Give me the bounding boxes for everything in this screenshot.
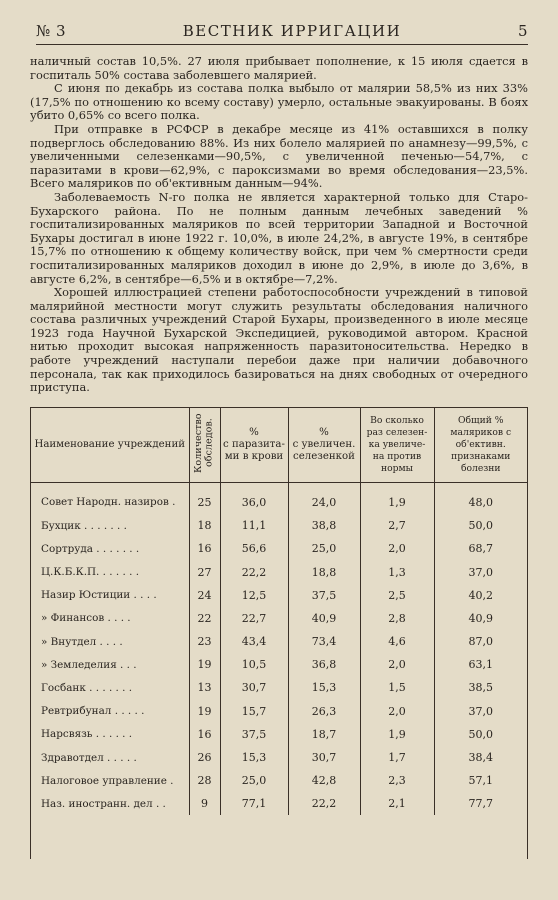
cell-name: Здравотдел . . . . . [31, 746, 189, 769]
cell-spleen: 18,8 [288, 560, 360, 583]
cell-parasites: 15,7 [220, 700, 288, 723]
cell-parasites: 11,1 [220, 514, 288, 537]
paragraph: наличный состав 10,5%. 27 июля прибывает пополнение, к 15 июля сдается в госпиталь 50% состава заболевшего малярией. [30, 54, 528, 82]
cell-parasites: 56,6 [220, 537, 288, 560]
cell-spleen: 73,4 [288, 630, 360, 653]
cell-total: 37,0 [468, 704, 493, 718]
paragraph: Хорошей иллюстрацией степени работоспособности учреждений в типовой малярийной местности могут служить результаты обследования наличного состава различных учреждений Старой Бухары, произведенного в июле месяце 1923 года Научной Бухарской Экспедицией, руководимой автором. Красной нитью проходит высокая напряженность паразитоносительства. Нередко в работе учреждений наступали перебои даже при наличии добавочного персонала, так как приходилось базироваться на днях свободных от очередного приступа. [30, 285, 528, 395]
cell-name: Ревтрибунал . . . . . [31, 700, 189, 723]
table-row [31, 584, 527, 607]
cell-name: Совет Народн. назиров . [31, 491, 189, 514]
cell-times: 2,0 [360, 537, 434, 560]
cell-parasites: 36,0 [220, 491, 288, 514]
cell-total: 48,0 [468, 495, 493, 509]
cell-spleen: 38,8 [288, 514, 360, 537]
table-spacer [31, 482, 527, 491]
running-head [36, 22, 528, 45]
cell-parasites: 37,5 [220, 723, 288, 746]
cell-name: Нарсвязь . . . . . . [31, 723, 189, 746]
cell-total: 37,0 [468, 565, 493, 579]
cell-total: 77,7 [468, 797, 493, 811]
cell-count: 23 [189, 630, 220, 653]
cell-parasites: 22,7 [220, 607, 288, 630]
cell-name: Наз. иностранн. дел . . [31, 792, 189, 815]
table-row [31, 676, 527, 699]
table-row [31, 792, 527, 815]
table-row [31, 630, 527, 653]
table-header-row [31, 408, 527, 483]
cell-spleen: 37,5 [288, 584, 360, 607]
header-total: Общий % маляриков с об'ективн. признаками болезни [434, 408, 527, 483]
cell-count: 19 [189, 700, 220, 723]
cell-spleen: 30,7 [288, 746, 360, 769]
issue-number: № 3 [36, 22, 67, 40]
paragraph: При отправке в РСФСР в декабре месяце из 41% оставшихся в полку подверглось обследованию 88%. Из них болело малярией по анамнезу—99,5%, с увеличенными селезенками—90,5%, с увеличенной печенью—54,7%, с паразитами в крови—62,9%, с пароксизмами во время обследования—23,5%. Всего маляриков по об'ективным данным—94%. [30, 121, 528, 191]
cell-spleen: 42,8 [288, 769, 360, 792]
cell-times: 2,8 [360, 607, 434, 630]
cell-total: 38,4 [468, 751, 493, 764]
cell-spleen: 40,9 [288, 607, 360, 630]
cell-total: 40,2 [468, 588, 493, 602]
cell-name: Госбанк . . . . . . . [31, 676, 189, 699]
cell-parasites: 25,0 [220, 769, 288, 792]
header-spleen: % с увеличен. селезенкой [288, 408, 360, 483]
cell-count: 19 [189, 653, 220, 676]
cell-parasites: 30,7 [220, 676, 288, 699]
cell-name: Бухцик . . . . . . . [31, 514, 189, 537]
cell-spleen: 26,3 [288, 700, 360, 723]
table-row [31, 607, 527, 630]
cell-times: 2,1 [360, 792, 434, 815]
article-body [30, 55, 528, 395]
cell-times: 2,5 [360, 584, 434, 607]
cell-spleen: 22,2 [288, 792, 360, 815]
cell-spleen: 18,7 [288, 723, 360, 746]
table-row [31, 746, 527, 769]
cell-total: 63,1 [468, 658, 493, 672]
table-row [31, 514, 527, 537]
cell-count: 28 [189, 769, 220, 792]
cell-total: 38,5 [468, 681, 493, 695]
cell-name: Сортруда . . . . . . . [31, 537, 189, 560]
cell-times: 1,3 [360, 560, 434, 583]
cell-spleen: 15,3 [288, 676, 360, 699]
survey-table-container [30, 407, 528, 859]
cell-count: 16 [189, 723, 220, 746]
table-row [31, 560, 527, 583]
header-times-spleen: Во сколько раз селезен- ка увеличе- на против нормы [360, 408, 434, 483]
cell-times: 2,0 [360, 653, 434, 676]
paragraph: С июня по декабрь из состава полка выбыло от малярии 58,5% из них 33% (17,5% по отношению ко всему составу) умерло, остальные эвакуированы. В боях убито 0,65% со всего полка. [30, 81, 528, 123]
table-body [31, 482, 527, 815]
page-number: 5 [517, 22, 528, 40]
cell-count: 26 [189, 746, 220, 769]
cell-parasites: 77,1 [220, 792, 288, 815]
cell-total: 50,0 [468, 519, 493, 533]
cell-name: Налоговое управление . [31, 769, 189, 792]
cell-times: 4,6 [360, 630, 434, 653]
cell-count: 24 [189, 584, 220, 607]
cell-count: 25 [189, 491, 220, 514]
cell-total: 40,9 [468, 611, 493, 625]
cell-times: 1,9 [360, 491, 434, 514]
paragraph: Заболеваемость N-го полка не является характерной только для Старо-Бухарского района. По не полным данным лечебных заведений % госпитализированных маляриков по всей территории Западной и Восточной Бухары достигал в июне 1922 г. 10,0%, в июле 24,2%, в августе 19%, в сентябре 15,7% по отношению к общему количеству войск, при чем % смертности среди госпитализированных маляриков доходил в июне до 2,9%, в июле до 3,6%, в августе 6,2%, в сентябре—6,5% и в октябре—7,2%. [30, 189, 528, 286]
cell-times: 1,9 [360, 723, 434, 746]
cell-times: 2,3 [360, 769, 434, 792]
cell-count: 18 [189, 514, 220, 537]
cell-count: 27 [189, 560, 220, 583]
cell-parasites: 10,5 [220, 653, 288, 676]
cell-name: » Финансов . . . . [31, 607, 189, 630]
cell-parasites: 15,3 [220, 746, 288, 769]
table-row [31, 653, 527, 676]
cell-spleen: 24,0 [288, 491, 360, 514]
cell-parasites: 22,2 [220, 560, 288, 583]
cell-name: » Земледелия . . . [31, 653, 189, 676]
table-row [31, 723, 527, 746]
survey-table [31, 408, 527, 816]
cell-count: 16 [189, 537, 220, 560]
cell-times: 2,0 [360, 700, 434, 723]
cell-times: 1,7 [360, 746, 434, 769]
journal-title: ВЕСТНИК ИРРИГАЦИИ [182, 22, 402, 40]
table-row [31, 700, 527, 723]
cell-spleen: 36,8 [288, 653, 360, 676]
cell-name: Назир Юстиции . . . . [31, 584, 189, 607]
table-row [31, 769, 527, 792]
cell-count: 22 [189, 607, 220, 630]
cell-times: 1,5 [360, 676, 434, 699]
cell-total: 68,7 [468, 542, 493, 556]
cell-parasites: 12,5 [220, 584, 288, 607]
cell-spleen: 25,0 [288, 537, 360, 560]
header-name: Наименование учреждений [31, 408, 189, 483]
cell-count: 9 [189, 792, 220, 815]
cell-name: » Внутдел . . . . [31, 630, 189, 653]
cell-parasites: 43,4 [220, 630, 288, 653]
cell-times: 2,7 [360, 514, 434, 537]
cell-total: 50,0 [468, 727, 493, 741]
header-parasites: % с паразита- ми в крови [220, 408, 288, 483]
cell-total: 57,1 [468, 774, 493, 788]
cell-count: 13 [189, 676, 220, 699]
table-row [31, 491, 527, 514]
table-row [31, 537, 527, 560]
cell-total: 87,0 [468, 635, 493, 649]
cell-name: Ц.К.Б.К.П. . . . . . . [31, 560, 189, 583]
header-count: Количество обследов. [189, 408, 220, 483]
